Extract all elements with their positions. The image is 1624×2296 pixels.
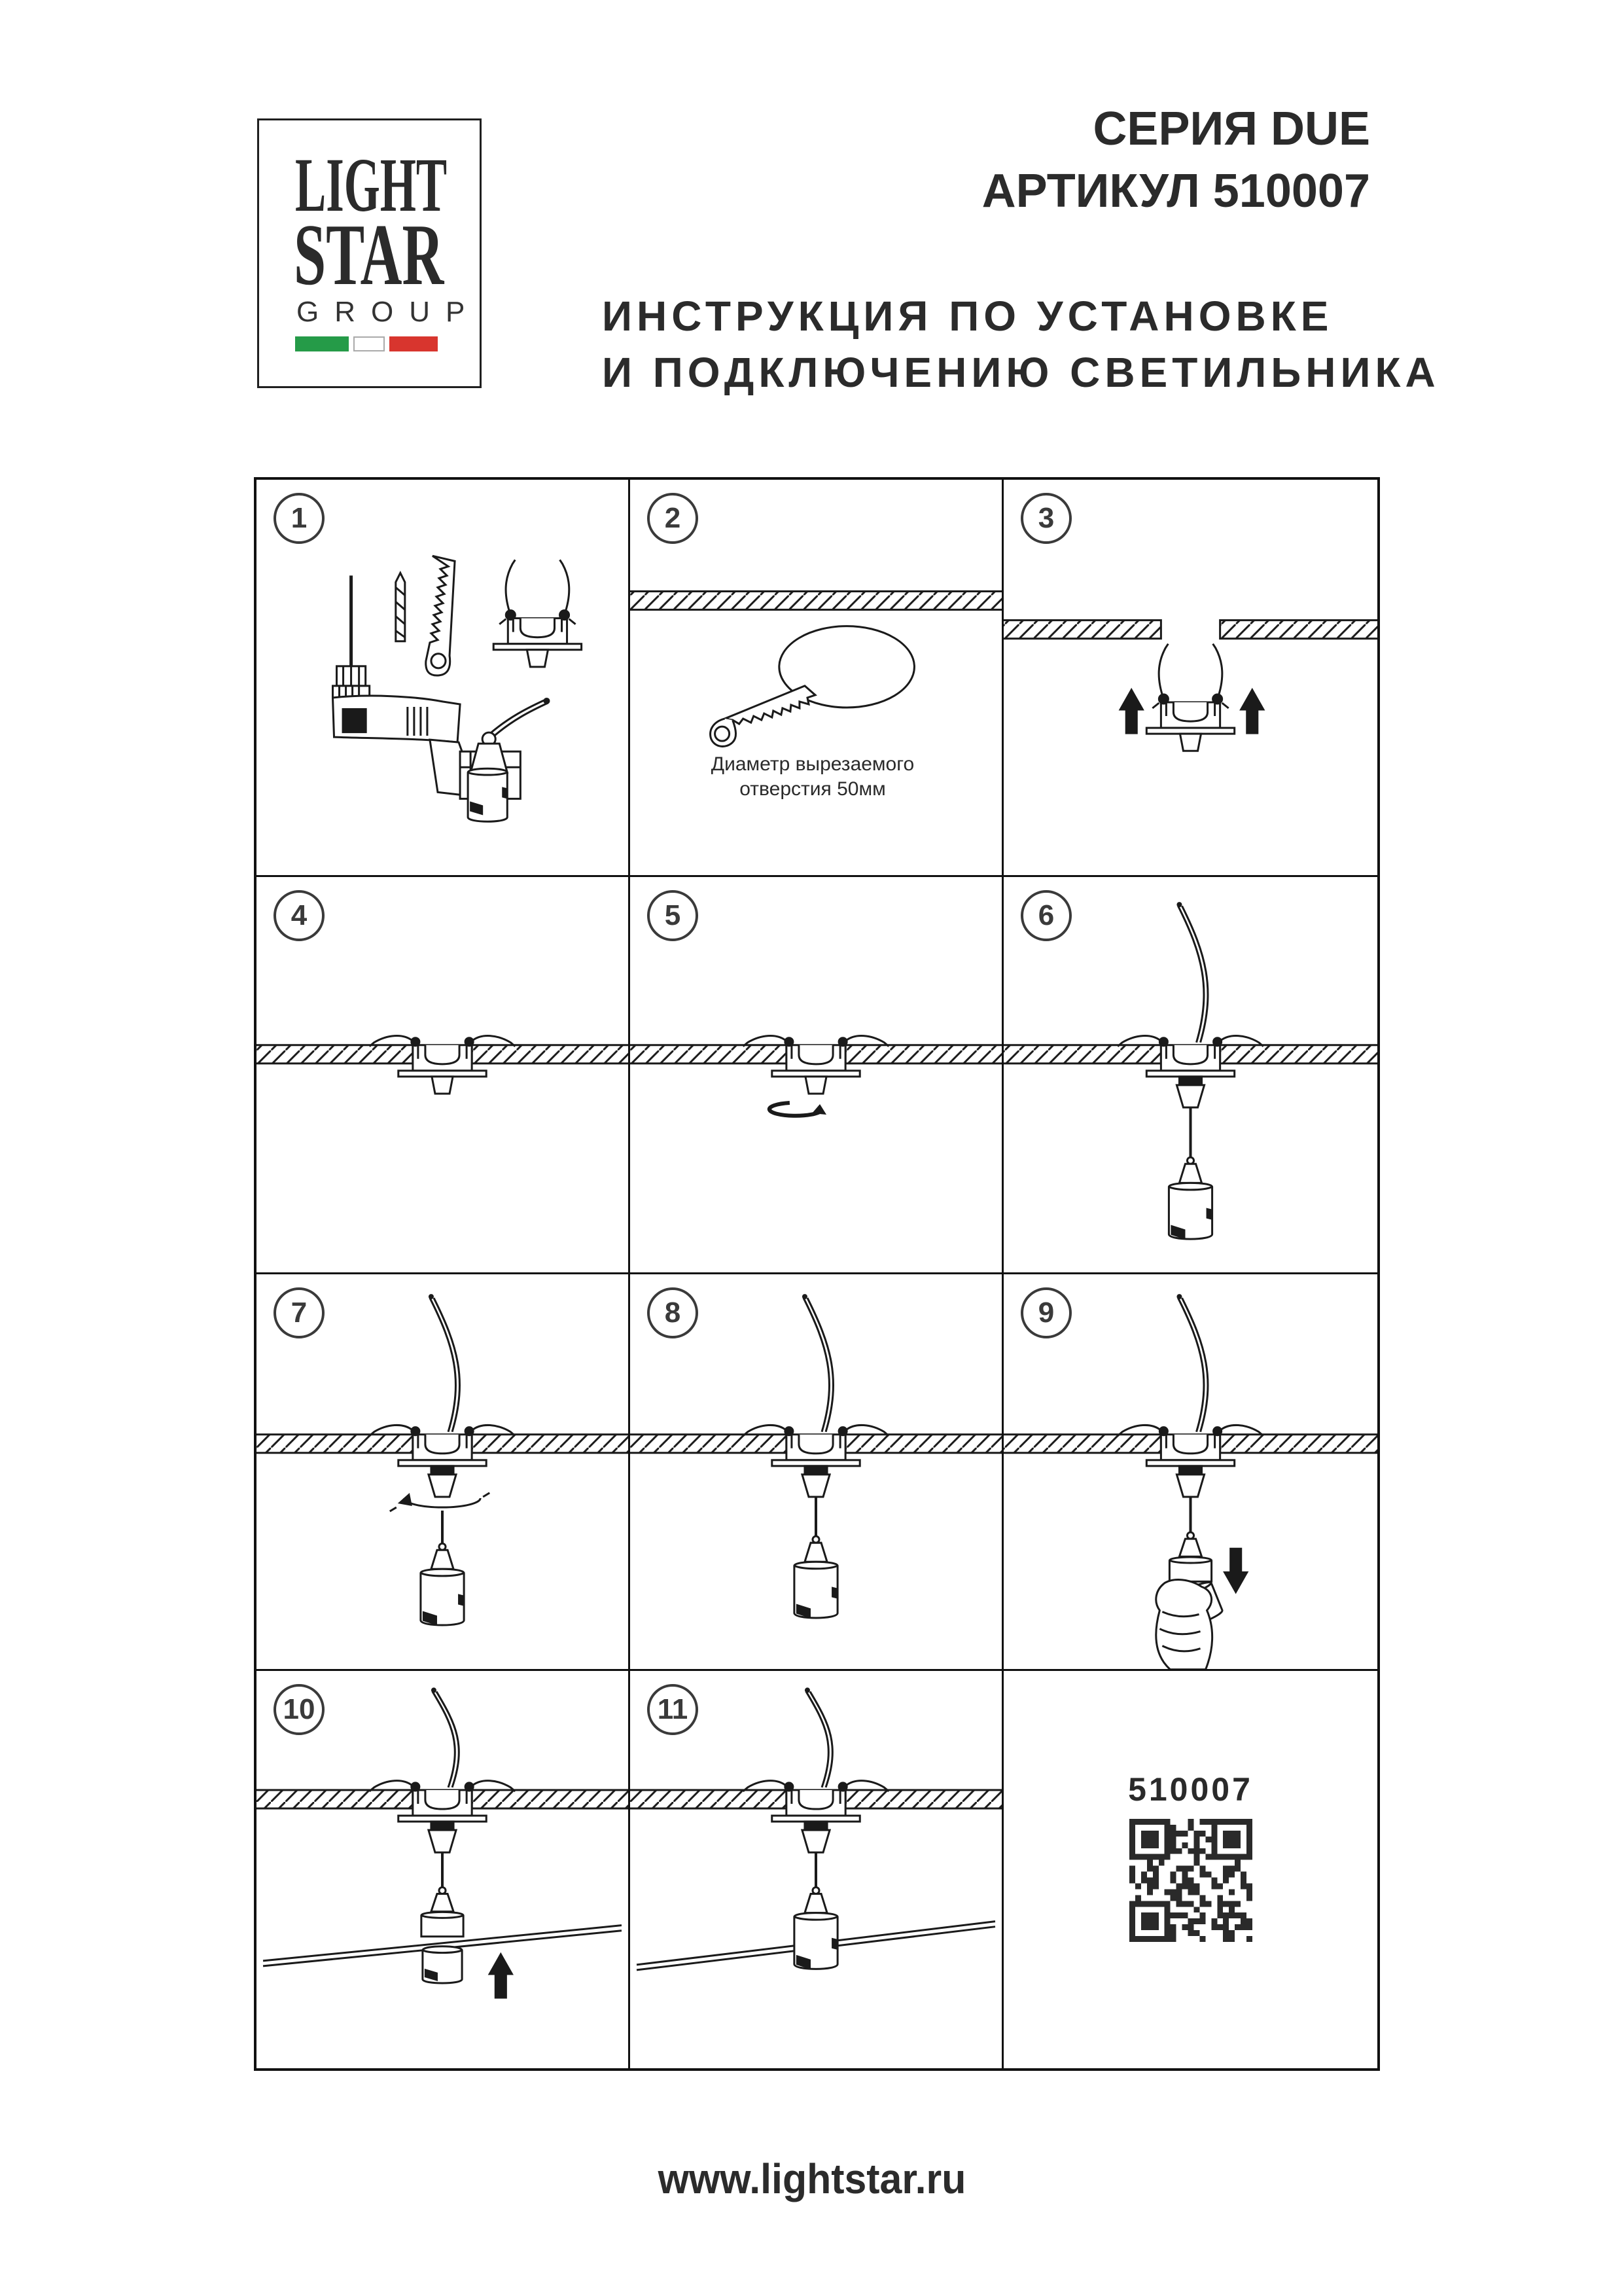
caption-line-1: Диаметр вырезаемого [711,753,915,775]
step-number-badge: 8 [647,1287,698,1338]
step-2-caption [650,752,976,802]
step-cell-11 [630,1671,1004,2068]
step-number-badge: 5 [647,890,698,941]
step-cell-2 [630,480,1004,877]
step-cell-3 [1004,480,1377,877]
step-number-badge: 3 [1021,493,1072,544]
logo-word-light: LIGHT [295,142,448,228]
caption-line-2: отверстия 50мм [739,778,886,800]
header-series-article [982,98,1370,223]
title-line-1: ИНСТРУКЦИЯ ПО УСТАНОВКЕ [602,293,1333,340]
qr-cell [1004,1671,1377,2068]
step-cell-5 [630,877,1004,1274]
step-number-badge: 1 [274,493,325,544]
step-cell-4 [256,877,630,1274]
title-line-2: И ПОДКЛЮЧЕНИЮ СВЕТИЛЬНИКА [602,349,1440,396]
step-number-badge: 9 [1021,1287,1072,1338]
step-number-badge: 4 [274,890,325,941]
document-title [602,288,1440,401]
italian-flag-bar [295,336,452,351]
series-title: СЕРИЯ DUE [1093,103,1370,155]
qr-code [1129,1819,1252,1942]
steps-grid [254,477,1380,2071]
step-number-badge: 6 [1021,890,1072,941]
flag-red-segment [389,336,438,351]
footer-website-url: www.lightstar.ru [658,2155,966,2202]
step-cell-1 [256,480,630,877]
logo-word-star: STAR [294,206,444,303]
step-cell-6 [1004,877,1377,1274]
flag-green-segment [295,336,349,351]
step-cell-10 [256,1671,630,2068]
step-number-badge: 10 [274,1684,325,1735]
qr-article-number: 510007 [1128,1771,1253,1808]
article-number: АРТИКУЛ 510007 [981,165,1370,217]
lightstar-logo [257,118,482,388]
step-cell-9 [1004,1274,1377,1672]
step-number-badge: 11 [647,1684,698,1735]
flag-white-segment [353,336,385,351]
step-cell-8 [630,1274,1004,1672]
step-cell-7 [256,1274,630,1672]
step-number-badge: 7 [274,1287,325,1338]
logo-word-group: GROUP [296,296,481,328]
step-number-badge: 2 [647,493,698,544]
